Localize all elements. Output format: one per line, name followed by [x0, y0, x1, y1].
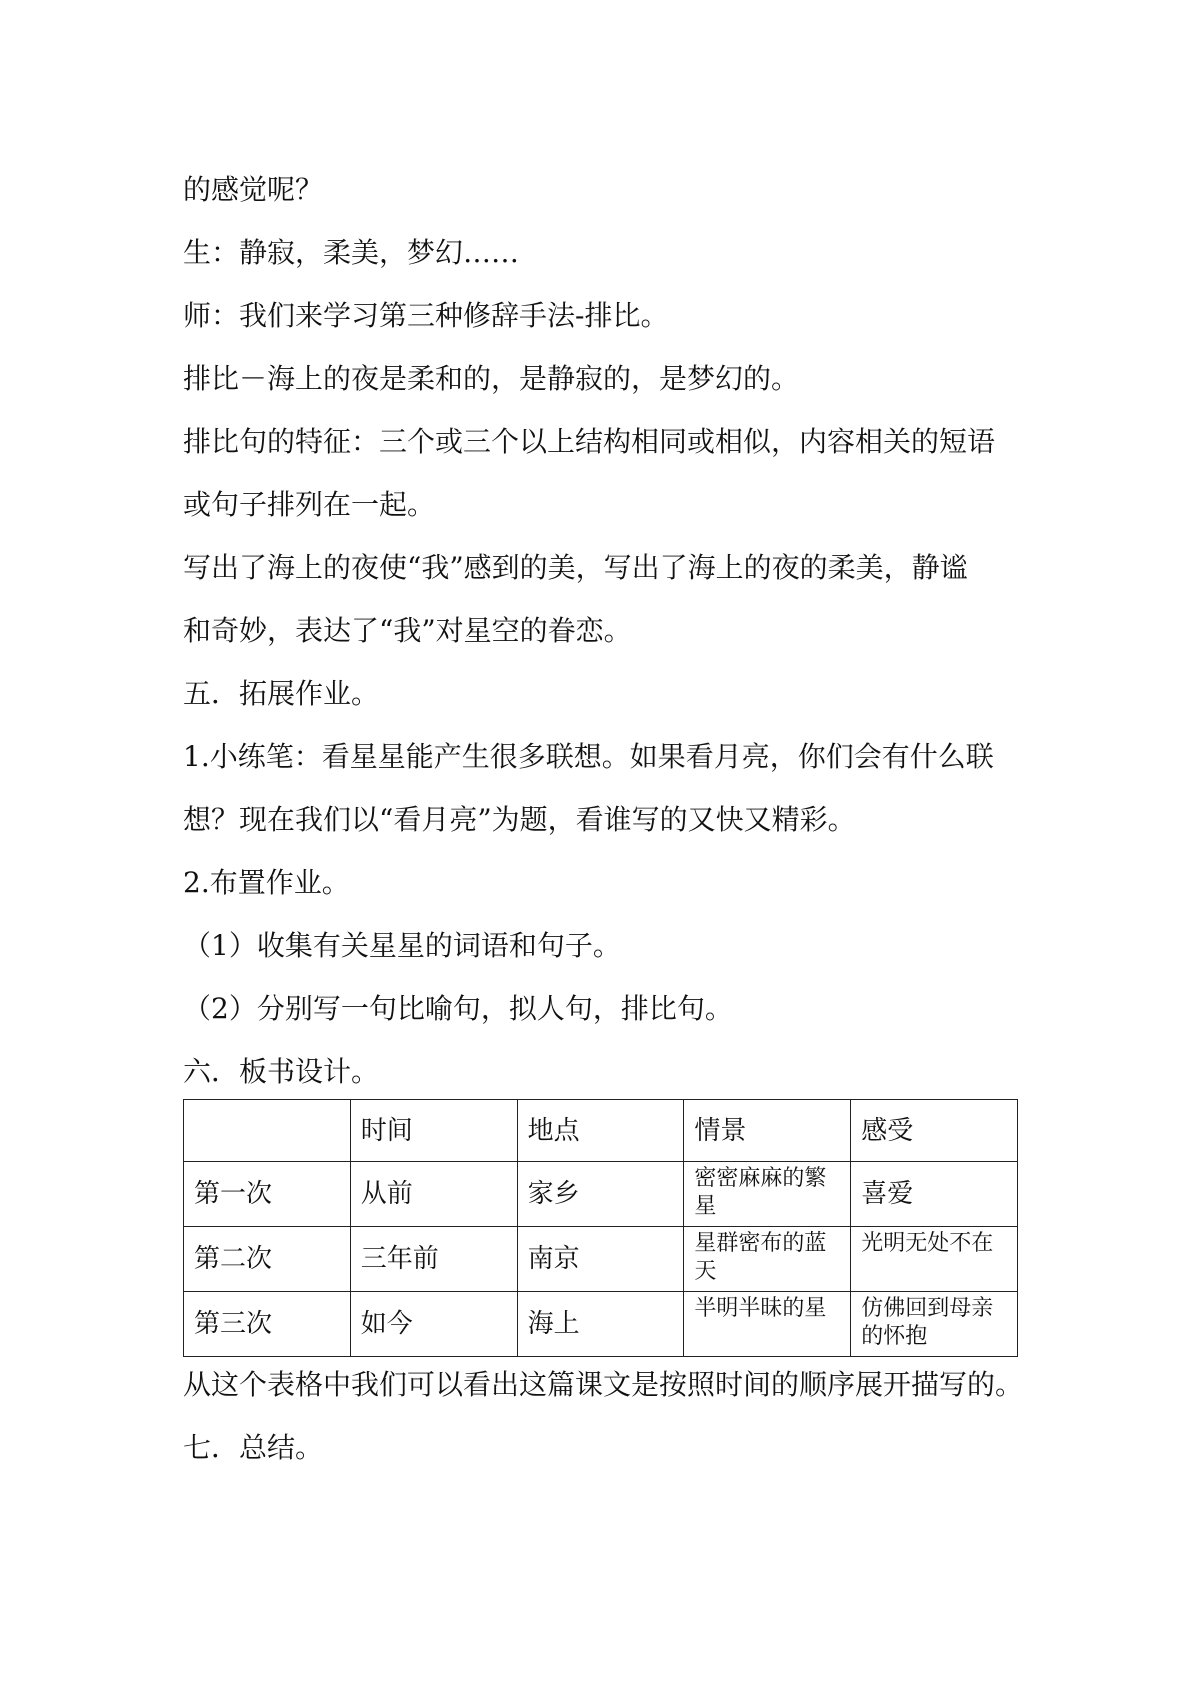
section-heading: 六．板书设计。: [183, 1055, 380, 1088]
table-cell: 星群密布的蓝天: [684, 1227, 851, 1292]
text-line: （2）分别写一句比喻句，拟人句，排比句。: [183, 992, 733, 1025]
table-header-cell: 地点: [517, 1100, 684, 1162]
text-line: 1.小练笔：看星星能产生很多联想。如果看月亮，你们会有什么联: [183, 740, 994, 773]
table-cell: 海上: [517, 1292, 684, 1357]
text-line: 的感觉呢？: [183, 173, 324, 206]
table-cell: 从前: [350, 1162, 517, 1227]
text-line: 排比－海上的夜是柔和的，是静寂的，是梦幻的。: [183, 362, 800, 395]
text-line: （1）收集有关星星的词语和句子。: [183, 929, 621, 962]
table-cell: 三年前: [350, 1227, 517, 1292]
text-line: 和奇妙，表达了“我”对星空的眷恋。: [183, 614, 632, 647]
table-cell: 家乡: [517, 1162, 684, 1227]
table-cell: 仿佛回到母亲的怀抱: [851, 1292, 1018, 1357]
table-cell: 光明无处不在: [851, 1227, 1018, 1292]
table-header-cell: [184, 1100, 351, 1162]
section-heading: 七．总结。: [183, 1431, 324, 1464]
table-cell: 喜爱: [851, 1162, 1018, 1227]
section-heading: 五．拓展作业。: [183, 677, 380, 710]
table-cell: 如今: [350, 1292, 517, 1357]
text-line: 或句子排列在一起。: [183, 488, 436, 521]
text-line: 写出了海上的夜使“我”感到的美，写出了海上的夜的柔美，静谧: [183, 551, 968, 584]
table-cell: 密密麻麻的繁星: [684, 1162, 851, 1227]
text-line: 排比句的特征：三个或三个以上结构相同或相似，内容相关的短语: [183, 425, 996, 458]
table-header-cell: 感受: [851, 1100, 1018, 1162]
text-line: 从这个表格中我们可以看出这篇课文是按照时间的顺序展开描写的。: [183, 1368, 1024, 1401]
table-row: [184, 1162, 1018, 1227]
table-header-cell: 时间: [350, 1100, 517, 1162]
text-line: 生：静寂，柔美，梦幻……: [183, 236, 520, 269]
table-cell: 南京: [517, 1227, 684, 1292]
table-cell: 第一次: [184, 1162, 351, 1227]
table-row: [184, 1292, 1018, 1357]
text-line: 想？现在我们以“看月亮”为题，看谁写的又快又精彩。: [183, 803, 856, 836]
text-line: 2.布置作业。: [183, 866, 350, 899]
board-design-table: [183, 1099, 1018, 1357]
table-header-row: [184, 1100, 1018, 1162]
table-cell: 半明半昧的星: [684, 1292, 851, 1357]
text-line: 师：我们来学习第三种修辞手法-排比。: [183, 299, 669, 332]
table-cell: 第二次: [184, 1227, 351, 1292]
table-cell: 第三次: [184, 1292, 351, 1357]
table-header-cell: 情景: [684, 1100, 851, 1162]
table-row: [184, 1227, 1018, 1292]
